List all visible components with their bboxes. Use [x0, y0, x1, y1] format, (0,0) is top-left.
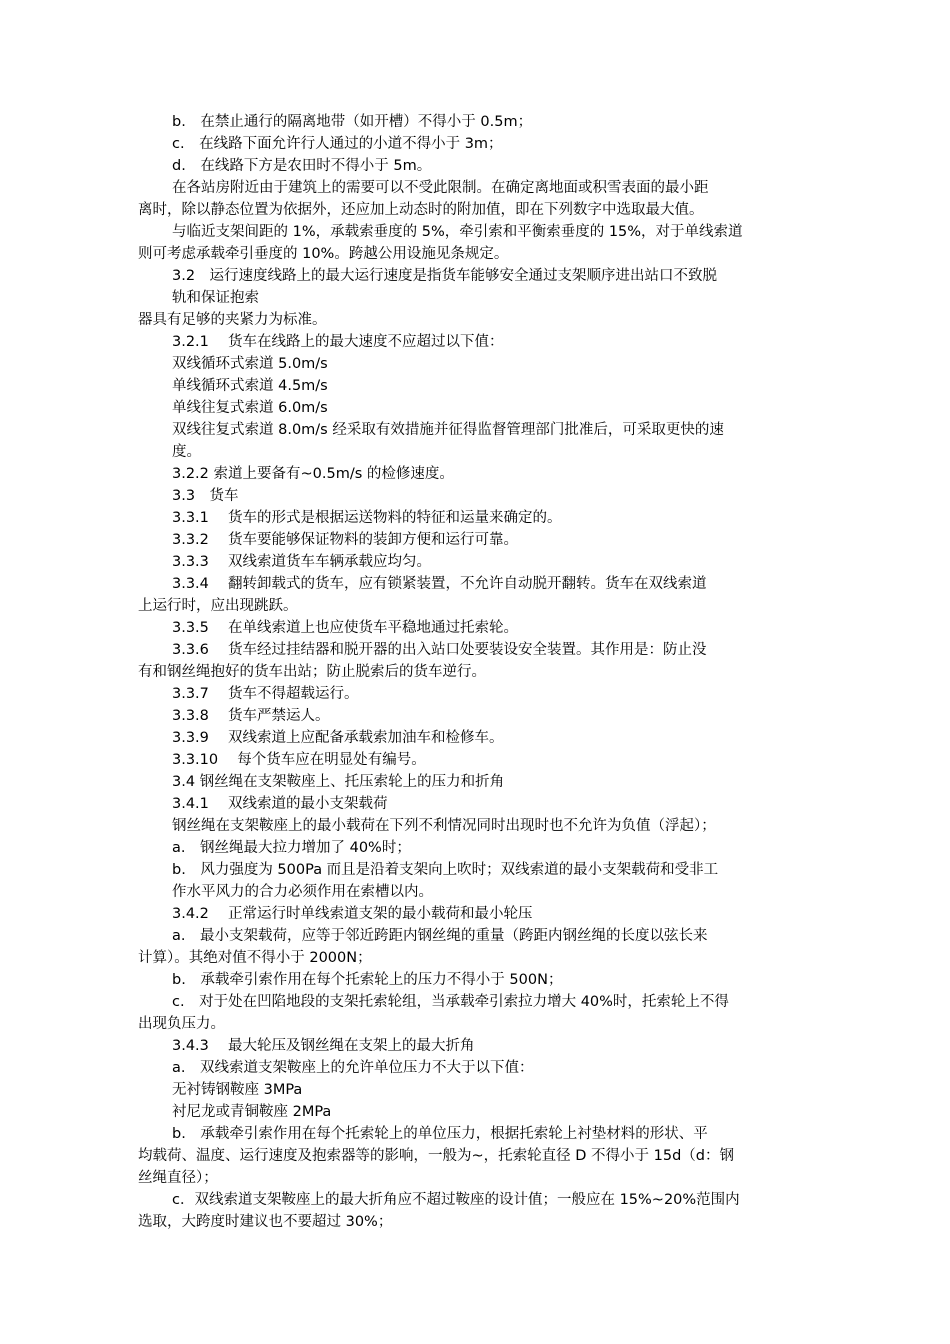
text-line: 均载荷、温度、运行速度及抱索器等的影响，一般为~，托索轮直径 D 不得小于 15d（d：钢: [138, 1148, 734, 1164]
text-line: 计算）。其绝对值不得小于 2000N；: [138, 950, 372, 966]
text-line: 出现负压力。: [138, 1016, 225, 1032]
section-heading: 3.3.4 翻转卸载式的货车，应有锁紧装置，不允许自动脱开翻转。货车在双线索道: [172, 576, 707, 592]
section-heading: 3.4.3 最大轮压及钢丝绳在支架上的最大折角: [172, 1038, 475, 1054]
text-line: 离时，除以静态位置为依据外，还应加上动态时的附加值，即在下列数字中选取最大值。: [138, 202, 704, 218]
section-heading: 3.2 运行速度线路上的最大运行速度是指货车能够安全通过支架顺序进出站口不致脱: [172, 268, 718, 284]
text-line: 则可考虑承载牵引垂度的 10%。跨越公用设施见条规定。: [138, 246, 509, 262]
text-line: 双线循环式索道 5.0m/s: [172, 356, 328, 372]
text-line: 器具有足够的夹紧力为标准。: [138, 312, 327, 328]
text-line: d. 在线路下方是农田时不得小于 5m。: [172, 158, 432, 174]
section-heading: 3.3.5 在单线索道上也应使货车平稳地通过托索轮。: [172, 620, 519, 636]
text-line: b. 在禁止通行的隔离地带（如开槽）不得小于 0.5m；: [172, 114, 533, 130]
section-heading: 3.2.2 索道上要备有~0.5m/s 的检修速度。: [172, 466, 454, 482]
text-line: 作水平风力的合力必须作用在索槽以内。: [172, 884, 433, 900]
section-heading: 3.3.3 双线索道货车车辆承载应均匀。: [172, 554, 432, 570]
text-line: 在各站房附近由于建筑上的需要可以不受此限制。在确定离地面或积雪表面的最小距: [172, 180, 709, 196]
section-heading: 3.3 货车: [172, 488, 239, 504]
text-line: c. 在线路下面允许行人通过的小道不得小于 3m；: [172, 136, 503, 152]
text-line: 度。: [172, 444, 201, 460]
text-line: 单线往复式索道 6.0m/s: [172, 400, 328, 416]
section-heading: 3.3.2 货车要能够保证物料的装卸方便和运行可靠。: [172, 532, 519, 548]
text-line: c. 对于处在凹陷地段的支架托索轮组，当承载牵引索拉力增大 40%时，托索轮上不得: [172, 994, 729, 1010]
text-line: 与临近支架间距的 1%，承载索垂度的 5%，牵引索和平衡索垂度的 15%，对于单线索道: [172, 224, 743, 240]
text-line: a. 双线索道支架鞍座上的允许单位压力不大于以下值：: [172, 1060, 534, 1076]
section-heading: 3.4 钢丝绳在支架鞍座上、托压索轮上的压力和折角: [172, 774, 505, 790]
text-line: 单线循环式索道 4.5m/s: [172, 378, 328, 394]
section-heading: 3.3.9 双线索道上应配备承载索加油车和检修车。: [172, 730, 504, 746]
section-heading: 3.2.1 货车在线路上的最大速度不应超过以下值：: [172, 334, 504, 350]
section-heading: 3.3.1 货车的形式是根据运送物料的特征和运量来确定的。: [172, 510, 562, 526]
text-line: a. 最小支架载荷，应等于邻近跨距内钢丝绳的重量（跨距内钢丝绳的长度以弦长来: [172, 928, 708, 944]
text-line: b. 风力强度为 500Pa 而且是沿着支架向上吹时；双线索道的最小支架载荷和受非工: [172, 862, 719, 878]
text-line: 上运行时，应出现跳跃。: [138, 598, 298, 614]
text-line: 衬尼龙或青铜鞍座 2MPa: [172, 1104, 332, 1120]
text-line: 选取，大跨度时建议也不要超过 30%；: [138, 1214, 393, 1230]
section-heading: 3.3.6 货车经过挂结器和脱开器的出入站口处要装设安全装置。其作用是：防止没: [172, 642, 707, 658]
text-line: 有和钢丝绳抱好的货车出站；防止脱索后的货车逆行。: [138, 664, 486, 680]
section-heading: 3.3.7 货车不得超载运行。: [172, 686, 359, 702]
text-line: 丝绳直径）；: [138, 1170, 218, 1186]
section-heading: 3.3.10 每个货车应在明显处有编号。: [172, 752, 426, 768]
section-heading: 3.4.2 正常运行时单线索道支架的最小载荷和最小轮压: [172, 906, 533, 922]
section-heading: 3.4.1 双线索道的最小支架载荷: [172, 796, 388, 812]
text-line: 钢丝绳在支架鞍座上的最小载荷在下列不利情况同时出现时也不允许为负值（浮起）；: [172, 818, 716, 834]
text-line: 无衬铸钢鞍座 3MPa: [172, 1082, 303, 1098]
text-line: 双线往复式索道 8.0m/s 经采取有效措施并征得监督管理部门批准后，可采取更快的速: [172, 422, 724, 438]
section-heading: 3.3.8 货车严禁运人。: [172, 708, 330, 724]
text-line: b. 承载牵引索作用在每个托索轮上的单位压力，根据托索轮上衬垫材料的形状、平: [172, 1126, 708, 1142]
text-line: 轨和保证抱索: [172, 290, 259, 306]
text-line: b. 承载牵引索作用在每个托索轮上的压力不得小于 500N；: [172, 972, 563, 988]
text-line: c．双线索道支架鞍座上的最大折角应不超过鞍座的设计值；一般应在 15%~20%范围内: [172, 1192, 740, 1208]
text-line: a. 钢丝绳最大拉力增加了 40%时；: [172, 840, 411, 856]
